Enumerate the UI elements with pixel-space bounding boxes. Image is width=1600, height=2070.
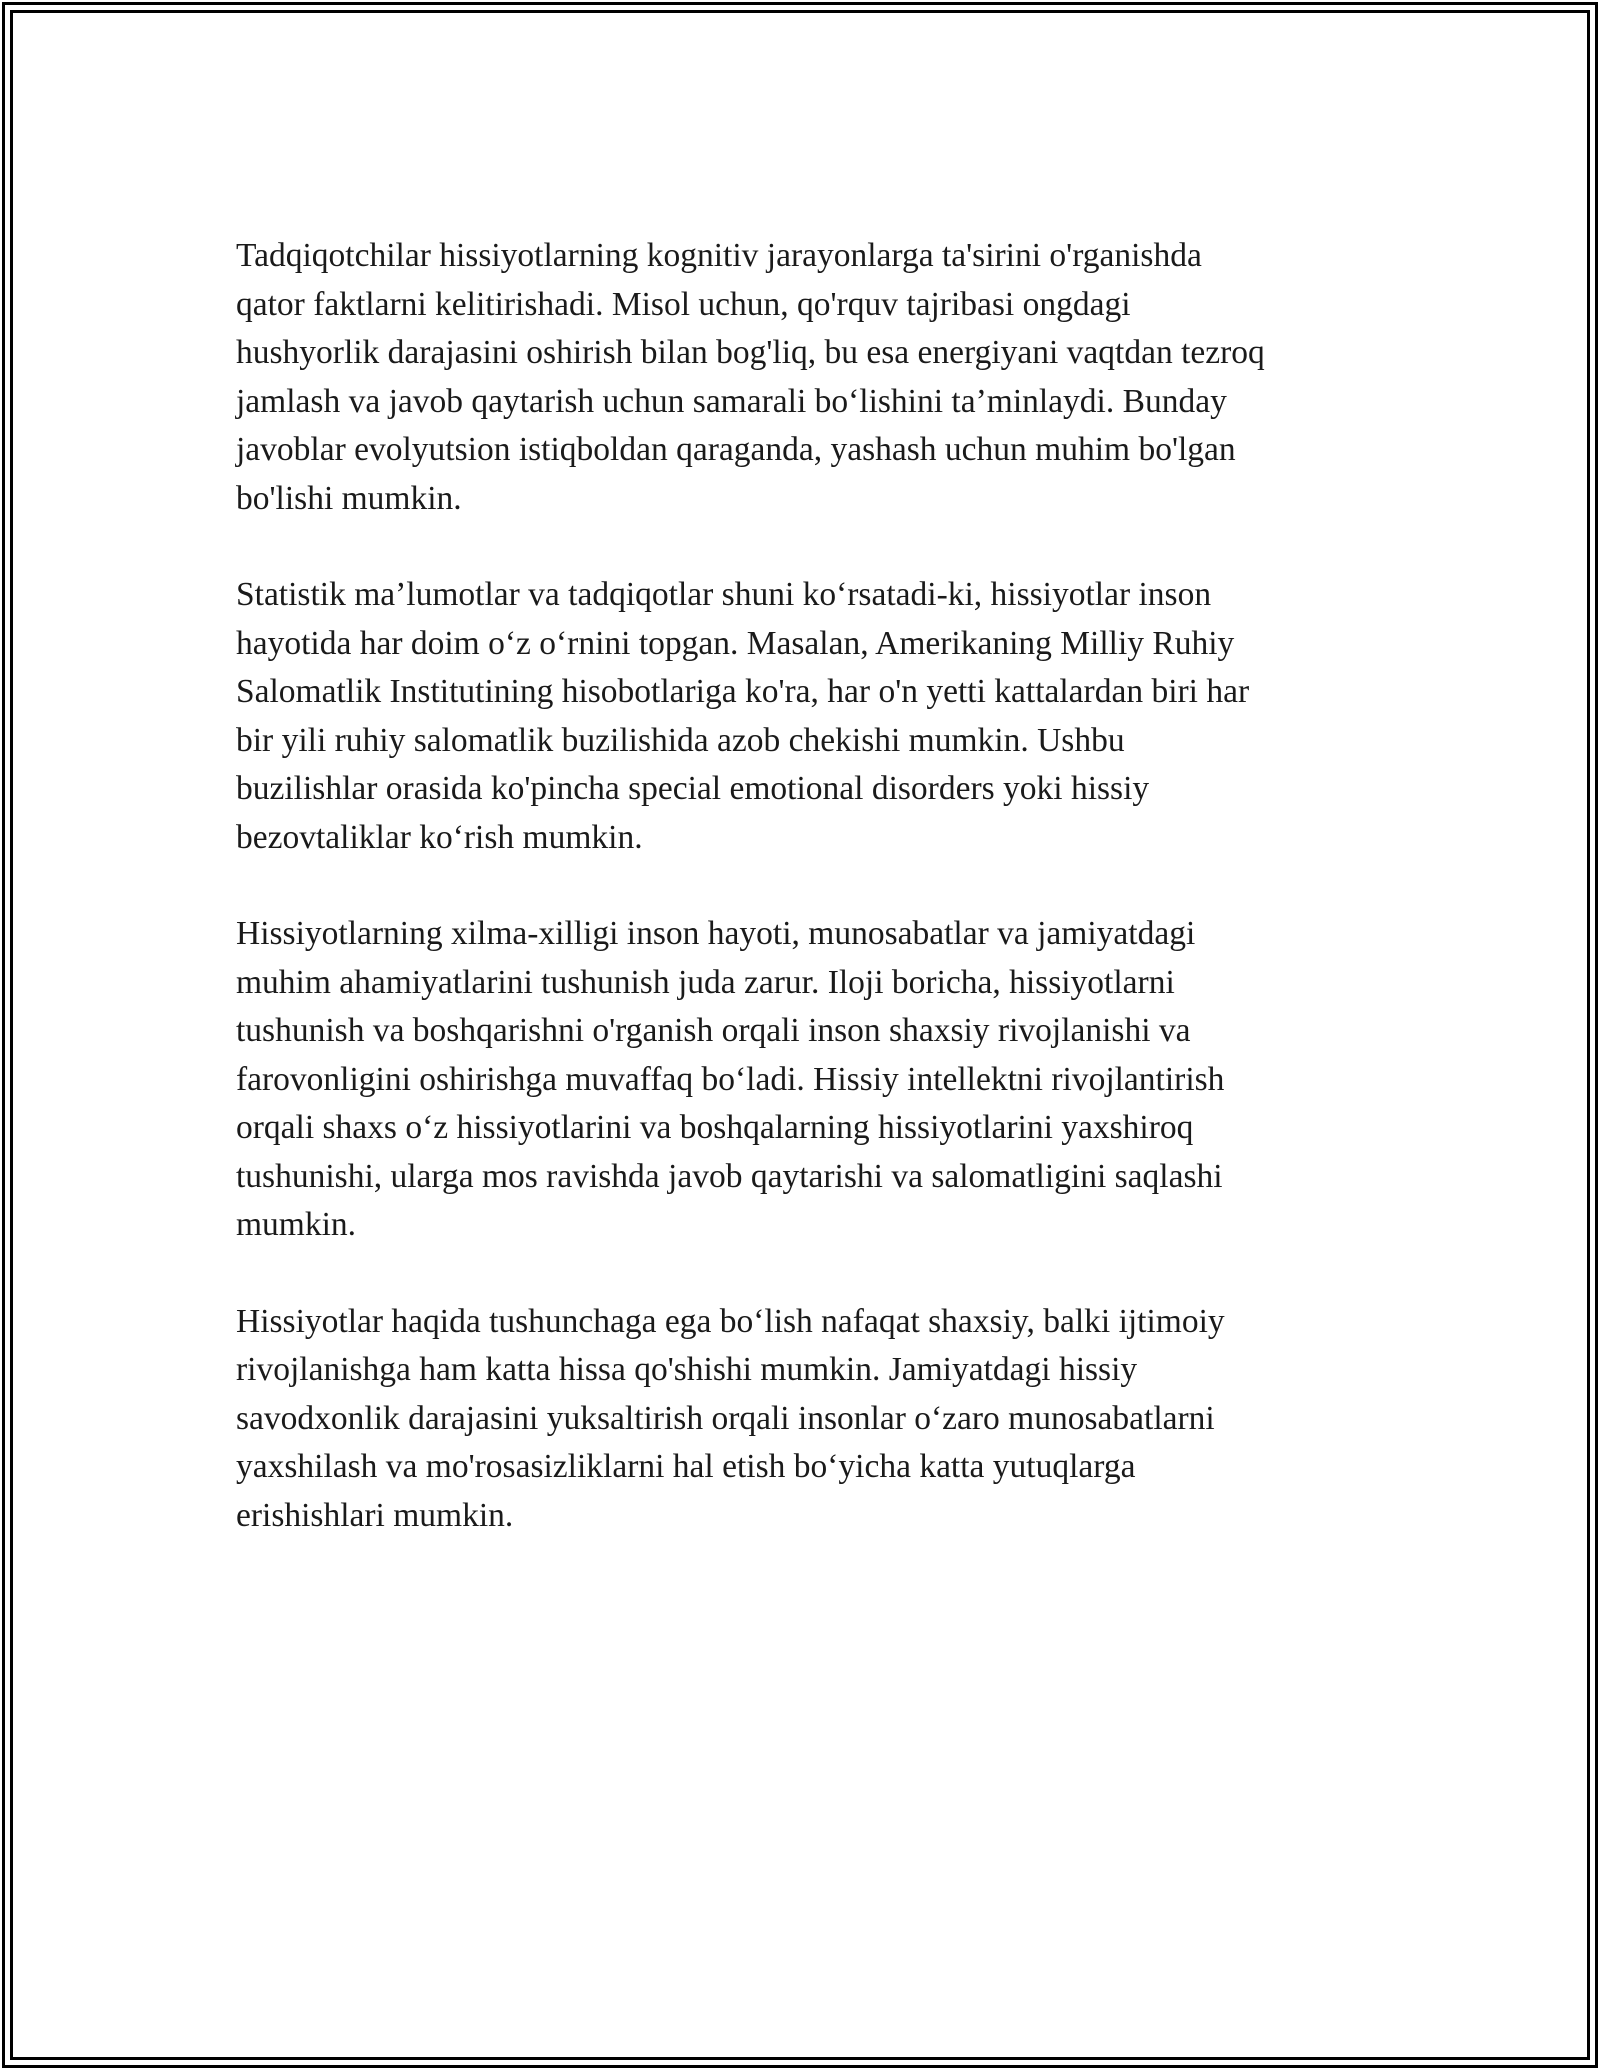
paragraph-line: Hissiyotlar haqida tushunchaga ega bo‘lish nafaqat shaxsiy, balki ijtimoiy — [236, 1302, 1225, 1340]
paragraph-line: qator faktlarni kelitirishadi. Misol uchun, qo'rquv tajribasi ongdagi — [236, 285, 1131, 323]
paragraph-line: mumkin. — [236, 1206, 357, 1243]
paragraph-line: bir yili ruhiy salomatlik buzilishida azob chekishi mumkin. Ushbu — [236, 721, 1125, 759]
paragraph-line: erishishlari mumkin. — [236, 1496, 514, 1534]
paragraph-line: Salomatlik Institutining hisobotlariga ko'ra, har o'n yetti kattalardan biri har — [236, 673, 1250, 710]
paragraph-line: jamlash va javob qaytarish uchun samarali bo‘lishini ta’minlaydi. Bunday — [236, 382, 1227, 420]
paragraph-line: Statistik ma’lumotlar va tadqiqotlar shuni ko‘rsatadi-ki, hissiyotlar inson — [236, 576, 1212, 613]
paragraph-4 — [236, 1298, 1366, 1541]
paragraph-line: savodxonlik darajasini yuksaltirish orqali insonlar o‘zaro munosabatlarni — [236, 1399, 1215, 1437]
paragraph-line: rivojlanishga ham katta hissa qo'shishi mumkin. Jamiyatdagi hissiy — [236, 1351, 1138, 1388]
paragraph-line: hayotida har doim o‘z o‘rnini topgan. Masalan, Amerikaning Milliy Ruhiy — [236, 624, 1235, 662]
paragraph-2 — [236, 571, 1366, 862]
paragraph-1 — [236, 232, 1366, 523]
paragraph-line: bo'lishi mumkin. — [236, 479, 462, 517]
paragraph-3 — [236, 910, 1366, 1250]
paragraph-line: orqali shaxs o‘z hissiyotlarini va boshqalarning hissiyotlarini yaxshiroq — [236, 1109, 1194, 1146]
paragraph-line: buzilishlar orasida ko'pincha special emotional disorders yoki hissiy — [236, 770, 1150, 807]
paragraph-line: Hissiyotlarning xilma-xilligi inson hayoti, munosabatlar va jamiyatdagi — [236, 915, 1196, 952]
paragraph-line: bezovtaliklar ko‘rish mumkin. — [236, 818, 643, 856]
paragraph-line: hushyorlik darajasini oshirish bilan bog'liq, bu esa energiyani vaqtdan tezroq — [236, 334, 1265, 371]
paragraph-line: yaxshilash va mo'rosasizliklarni hal etish bo‘yicha katta yutuqlarga — [236, 1448, 1136, 1485]
paragraph-line: javoblar evolyutsion istiqboldan qaraganda, yashash uchun muhim bo'lgan — [236, 431, 1236, 468]
paragraph-line: muhim ahamiyatlarini tushunish juda zarur. Iloji boricha, hissiyotlarni — [236, 963, 1175, 1001]
paragraph-line: tushunishi, ularga mos ravishda javob qaytarishi va salomatligini saqlashi — [236, 1157, 1223, 1195]
paragraph-line: Tadqiqotchilar hissiyotlarning kognitiv jarayonlarga ta'sirini o'rganishda — [236, 237, 1202, 274]
paragraph-line: tushunish va boshqarishni o'rganish orqali inson shaxsiy rivojlanishi va — [236, 1012, 1191, 1049]
paragraph-line: farovonligini oshirishga muvaffaq bo‘ladi. Hissiy intellektni rivojlantirish — [236, 1060, 1225, 1098]
document-body — [236, 232, 1366, 1588]
